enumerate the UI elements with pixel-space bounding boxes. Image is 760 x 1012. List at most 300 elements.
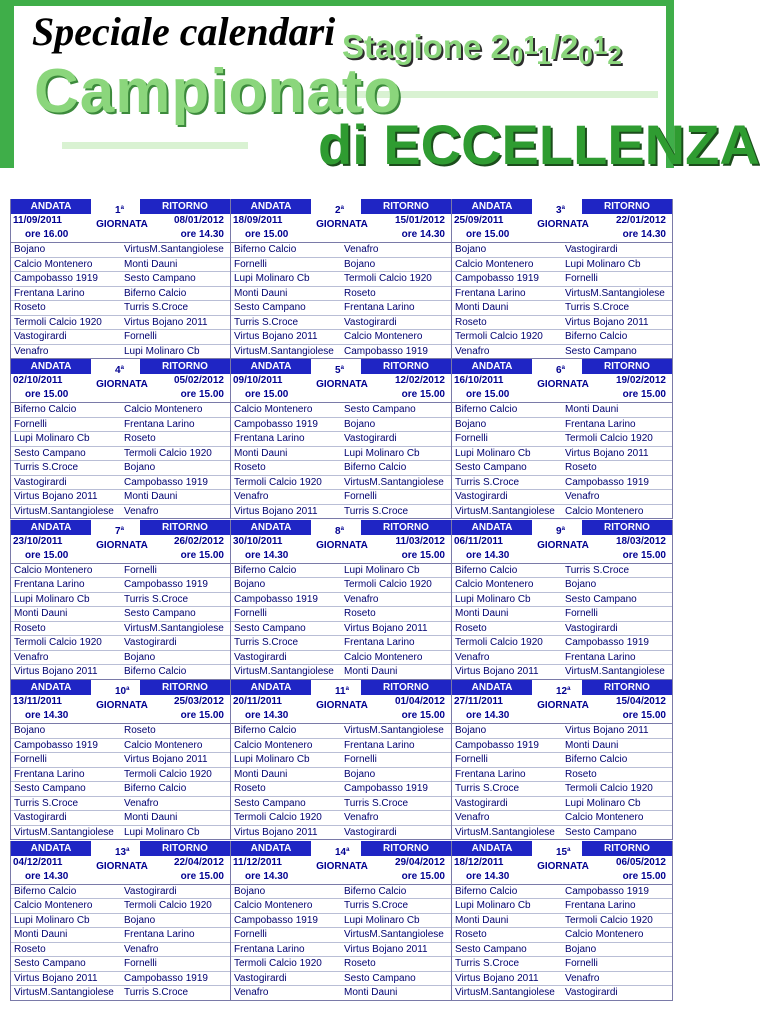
away-team: Campobasso 1919	[344, 783, 428, 795]
away-team: Bojano	[565, 943, 597, 955]
season-digit: 1	[536, 40, 551, 70]
match-row	[231, 914, 451, 929]
home-team: Lupi Molinaro Cb	[14, 433, 90, 445]
away-team: Campobasso 1919	[124, 972, 208, 984]
home-team: Roseto	[14, 622, 46, 634]
andata-time: ore 14.30	[25, 710, 69, 722]
andata-date: 25/09/2011	[454, 215, 504, 226]
home-team: Sesto Campano	[234, 622, 306, 634]
match-row	[11, 607, 230, 622]
round-number-value: 3	[556, 205, 562, 216]
match-list	[11, 724, 230, 840]
home-team: VirtusM.Santangiolese	[14, 987, 114, 999]
ritorno-tag: RITORNO	[361, 680, 451, 695]
away-team: Sesto Campano	[124, 273, 196, 284]
match-row	[452, 272, 672, 287]
round-box	[10, 199, 231, 359]
away-team: Roseto	[565, 768, 597, 780]
home-team: Sesto Campano	[14, 447, 86, 459]
away-team: Lupi Molinaro Cb	[124, 826, 200, 838]
round-number	[335, 526, 344, 537]
match-row	[452, 651, 672, 666]
home-team: Campobasso 1919	[234, 914, 318, 926]
away-team: Venafro	[124, 505, 159, 517]
home-team: Bojano	[455, 244, 487, 255]
away-team: Fornelli	[565, 608, 598, 620]
match-row	[231, 665, 451, 680]
home-team: Frentana Larino	[234, 433, 305, 445]
away-team: Bojano	[344, 418, 376, 430]
home-team: Vastogirardi	[14, 812, 67, 824]
home-team: Turris S.Croce	[455, 783, 520, 795]
ritorno-time: ore 15.00	[180, 870, 224, 882]
home-team: Virtus Bojano 2011	[14, 972, 98, 984]
ritorno-tag: RITORNO	[582, 680, 672, 695]
home-team: Lupi Molinaro Cb	[455, 900, 531, 912]
away-team: Turris S.Croce	[344, 900, 409, 912]
away-team: Calcio Montenero	[565, 812, 644, 824]
ritorno-tag: RITORNO	[140, 199, 230, 214]
away-team: Campobasso 1919	[565, 476, 649, 488]
round-header	[231, 680, 451, 724]
andata-time: ore 14.30	[245, 549, 289, 561]
home-team: Monti Dauni	[234, 287, 288, 299]
header-green-bar-top	[6, 0, 672, 6]
round-box	[231, 359, 452, 519]
match-row	[231, 928, 451, 943]
round-box	[231, 520, 452, 680]
home-team: Calcio Montenero	[14, 564, 93, 576]
home-team: Monti Dauni	[14, 929, 68, 941]
round-box	[452, 199, 673, 359]
andata-date: 16/10/2011	[454, 375, 504, 387]
season-digit: 2	[560, 28, 579, 65]
home-team: Fornelli	[14, 754, 47, 766]
home-team: Roseto	[455, 929, 487, 941]
match-row	[452, 797, 672, 812]
round-box	[231, 841, 452, 1001]
away-team: Biferno Calcio	[344, 885, 407, 897]
round-number-value: 1	[115, 205, 121, 216]
away-team: Fornelli	[124, 331, 157, 342]
away-team: Biferno Calcio	[124, 783, 187, 795]
home-team: VirtusM.Santangiolese	[455, 826, 555, 838]
match-list	[452, 403, 672, 519]
match-row	[452, 403, 672, 418]
round-header	[231, 520, 451, 564]
away-team: VirtusM.Santangiolese	[124, 244, 224, 255]
away-team: Termoli Calcio 1920	[565, 783, 653, 795]
match-row	[231, 651, 451, 666]
ritorno-tag: RITORNO	[361, 841, 451, 856]
ritorno-date: 26/02/2012	[173, 535, 224, 547]
round-ordinal: a	[120, 365, 124, 372]
away-team: Bojano	[344, 768, 376, 780]
ritorno-date: 12/02/2012	[394, 375, 445, 387]
andata-date: 30/10/2011	[233, 535, 283, 547]
ritorno-date: 18/03/2012	[615, 535, 666, 547]
andata-tag: ANDATA	[231, 841, 311, 856]
match-row	[231, 724, 451, 739]
ritorno-date: 08/01/2012	[173, 215, 224, 226]
away-team: Bojano	[124, 462, 156, 474]
away-team: Sesto Campano	[565, 593, 637, 605]
ritorno-tag: RITORNO	[582, 520, 672, 535]
title-season	[342, 28, 622, 70]
round-number	[556, 205, 565, 216]
home-team: Venafro	[455, 812, 490, 824]
round-number	[556, 847, 570, 858]
home-team: Fornelli	[455, 433, 488, 445]
away-team: Biferno Calcio	[344, 462, 407, 474]
ritorno-time: ore 15.00	[622, 389, 666, 401]
giornata-label: GIORNATA	[537, 219, 589, 230]
home-team: Bojano	[455, 418, 487, 430]
andata-date: 13/11/2011	[13, 696, 62, 708]
away-team: Termoli Calcio 1920	[344, 579, 432, 591]
home-team: Fornelli	[234, 258, 267, 270]
away-team: Fornelli	[565, 273, 598, 284]
match-row	[452, 243, 672, 258]
home-team: Monti Dauni	[455, 608, 509, 620]
away-team: Venafro	[124, 943, 159, 955]
away-team: Termoli Calcio 1920	[565, 433, 653, 445]
away-team: Monti Dauni	[124, 491, 178, 503]
andata-time: ore 14.30	[245, 870, 289, 882]
away-team: Turris S.Croce	[124, 302, 189, 313]
home-team: Biferno Calcio	[455, 404, 518, 416]
away-team: Bojano	[124, 914, 156, 926]
away-team: Roseto	[344, 287, 376, 299]
away-team: Virtus Bojano 2011	[344, 622, 428, 634]
home-team: Calcio Montenero	[234, 900, 313, 912]
match-row	[231, 301, 451, 316]
match-row	[11, 768, 230, 783]
round-ordinal: a	[345, 686, 349, 693]
match-list	[231, 243, 451, 359]
away-team: Calcio Montenero	[124, 404, 203, 416]
match-row	[231, 636, 451, 651]
season-digit: 2	[490, 28, 509, 65]
ritorno-date: 15/01/2012	[394, 215, 445, 226]
away-team: Fornelli	[565, 958, 598, 970]
andata-time: ore 14.30	[466, 710, 510, 722]
round-number-value: 12	[556, 686, 568, 698]
round-header	[452, 199, 672, 243]
home-team: Termoli Calcio 1920	[14, 316, 102, 328]
ritorno-tag: RITORNO	[140, 520, 230, 535]
andata-date: 27/11/2011	[454, 696, 503, 708]
ritorno-tag: RITORNO	[361, 520, 451, 535]
home-team: Monti Dauni	[455, 302, 509, 313]
home-team: Sesto Campano	[455, 462, 527, 474]
round-box	[10, 680, 231, 840]
match-list	[231, 564, 451, 680]
away-team: Vastogirardi	[344, 433, 397, 445]
away-team: Sesto Campano	[344, 972, 416, 984]
match-row	[11, 272, 230, 287]
match-row	[11, 782, 230, 797]
match-row	[11, 345, 230, 360]
home-team: Roseto	[14, 302, 46, 313]
giornata-label: GIORNATA	[316, 539, 368, 551]
round-header	[231, 359, 451, 403]
round-ordinal: a	[340, 205, 344, 211]
andata-date: 18/09/2011	[233, 215, 283, 226]
match-row	[452, 811, 672, 826]
title-di-eccellenza: di ECCELLENZA	[318, 113, 760, 176]
match-row	[231, 447, 451, 462]
home-team: Lupi Molinaro Cb	[14, 593, 90, 605]
andata-time: ore 14.30	[466, 549, 510, 561]
away-team: Venafro	[344, 812, 379, 824]
home-team: Vastogirardi	[14, 476, 67, 488]
away-team: VirtusM.Santangiolese	[565, 666, 665, 678]
andata-tag: ANDATA	[11, 359, 91, 374]
away-team: Biferno Calcio	[565, 331, 628, 342]
title-campionato: Campionato	[34, 57, 403, 126]
match-row	[231, 768, 451, 783]
home-team: Virtus Bojano 2011	[455, 666, 539, 678]
home-team: Turris S.Croce	[455, 476, 520, 488]
home-team: Biferno Calcio	[455, 885, 518, 897]
ritorno-tag: RITORNO	[361, 359, 451, 374]
match-row	[11, 885, 230, 900]
andata-date: 09/10/2011	[233, 375, 283, 387]
match-row	[231, 505, 451, 520]
andata-time: ore 14.30	[466, 870, 510, 882]
away-team: Campobasso 1919	[565, 885, 649, 897]
ritorno-date: 05/02/2012	[173, 375, 224, 387]
away-team: Vastogirardi	[344, 826, 397, 838]
round-number	[556, 526, 565, 537]
away-team: Vastogirardi	[124, 885, 177, 897]
match-row	[231, 753, 451, 768]
match-row	[11, 665, 230, 680]
match-row	[452, 899, 672, 914]
round-ordinal: a	[340, 365, 344, 372]
round-box	[10, 359, 231, 519]
away-team: Campobasso 1919	[124, 476, 208, 488]
ritorno-time: ore 14.30	[180, 229, 224, 240]
match-row	[231, 607, 451, 622]
round-header	[11, 680, 230, 724]
home-team: Turris S.Croce	[234, 637, 299, 649]
away-team: Sesto Campano	[124, 608, 196, 620]
andata-tag: ANDATA	[11, 680, 91, 695]
ritorno-time: ore 15.00	[622, 710, 666, 722]
home-team: Venafro	[234, 491, 269, 503]
home-team: Termoli Calcio 1920	[234, 958, 322, 970]
match-row	[452, 782, 672, 797]
ritorno-date: 01/04/2012	[394, 696, 445, 708]
match-row	[11, 636, 230, 651]
andata-time: ore 15.00	[25, 389, 69, 401]
match-row	[452, 564, 672, 579]
andata-time: ore 15.00	[245, 389, 289, 401]
home-team: Vastogirardi	[14, 331, 67, 342]
match-row	[231, 461, 451, 476]
ritorno-date: 15/04/2012	[615, 696, 666, 708]
away-team: Biferno Calcio	[124, 287, 187, 299]
match-list	[231, 885, 451, 1001]
home-team: Turris S.Croce	[234, 316, 299, 328]
season-digit: 1	[523, 30, 537, 60]
match-row	[231, 811, 451, 826]
away-team: Turris S.Croce	[124, 593, 189, 605]
match-row	[231, 797, 451, 812]
away-team: Calcio Montenero	[124, 739, 203, 751]
home-team: Bojano	[234, 885, 266, 897]
away-team: Turris S.Croce	[565, 564, 630, 576]
away-team: Bojano	[565, 579, 597, 591]
match-row	[452, 914, 672, 929]
away-team: Fornelli	[344, 754, 377, 766]
match-list	[452, 885, 672, 1001]
ritorno-date: 22/04/2012	[173, 856, 224, 868]
match-row	[452, 593, 672, 608]
ritorno-tag: RITORNO	[140, 841, 230, 856]
match-list	[452, 724, 672, 840]
round-number	[115, 365, 124, 376]
match-row	[11, 826, 230, 841]
round-ordinal: a	[120, 205, 124, 211]
andata-date: 11/09/2011	[13, 215, 62, 226]
giornata-label: GIORNATA	[537, 539, 589, 551]
match-row	[11, 622, 230, 637]
round-ordinal: a	[126, 846, 130, 853]
match-row	[231, 330, 451, 345]
home-team: Virtus Bojano 2011	[14, 666, 98, 678]
giornata-label: GIORNATA	[537, 700, 589, 712]
match-row	[11, 418, 230, 433]
andata-time: ore 15.00	[466, 229, 510, 240]
andata-date: 11/12/2011	[233, 856, 282, 868]
home-team: VirtusM.Santangiolese	[234, 666, 334, 678]
match-row	[11, 258, 230, 273]
ritorno-tag: RITORNO	[140, 680, 230, 695]
match-row	[11, 943, 230, 958]
match-list	[452, 564, 672, 680]
match-row	[452, 636, 672, 651]
andata-time: ore 16.00	[25, 229, 69, 240]
away-team: Monti Dauni	[565, 404, 619, 416]
match-row	[231, 287, 451, 302]
away-team: Biferno Calcio	[124, 666, 187, 678]
away-team: Roseto	[124, 433, 156, 445]
andata-tag: ANDATA	[452, 841, 532, 856]
match-row	[231, 272, 451, 287]
round-header	[11, 520, 230, 564]
away-team: Vastogirardi	[344, 316, 397, 328]
home-team: Termoli Calcio 1920	[234, 476, 322, 488]
match-row	[452, 418, 672, 433]
home-team: Biferno Calcio	[234, 725, 297, 737]
away-team: Calcio Montenero	[344, 331, 423, 342]
match-row	[11, 461, 230, 476]
away-team: Termoli Calcio 1920	[124, 900, 212, 912]
round-ordinal: a	[561, 365, 565, 372]
away-team: VirtusM.Santangiolese	[344, 476, 444, 488]
home-team: Monti Dauni	[455, 914, 509, 926]
home-team: Calcio Montenero	[14, 900, 93, 912]
home-team: Calcio Montenero	[234, 739, 313, 751]
giornata-label: GIORNATA	[537, 860, 589, 872]
round-header	[11, 359, 230, 403]
andata-date: 04/12/2011	[13, 856, 63, 868]
round-ordinal: a	[561, 525, 565, 532]
schedule-grid	[10, 199, 673, 1001]
away-team: Frentana Larino	[124, 929, 195, 941]
andata-tag: ANDATA	[11, 841, 91, 856]
round-header	[231, 199, 451, 243]
away-team: Turris S.Croce	[344, 505, 409, 517]
away-team: Lupi Molinaro Cb	[344, 914, 420, 926]
home-team: Lupi Molinaro Cb	[455, 447, 531, 459]
match-row	[452, 885, 672, 900]
round-number-value: 5	[335, 365, 341, 377]
season-word: Stagione	[342, 28, 482, 65]
andata-time: ore 15.00	[466, 389, 510, 401]
round-header	[11, 199, 230, 243]
andata-tag: ANDATA	[452, 520, 532, 535]
match-row	[11, 957, 230, 972]
round-number	[115, 526, 124, 537]
round-header	[231, 841, 451, 885]
match-row	[231, 564, 451, 579]
match-row	[11, 476, 230, 491]
andata-time: ore 15.00	[25, 549, 69, 561]
away-team: Fornelli	[344, 491, 377, 503]
home-team: Biferno Calcio	[455, 564, 518, 576]
away-team: Bojano	[124, 651, 156, 663]
home-team: Campobasso 1919	[14, 273, 98, 284]
round-ordinal: a	[340, 525, 344, 532]
andata-time: ore 15.00	[245, 229, 289, 240]
round-box	[231, 680, 452, 840]
andata-tag: ANDATA	[231, 520, 311, 535]
home-team: Frentana Larino	[14, 287, 85, 299]
match-row	[452, 330, 672, 345]
match-row	[11, 301, 230, 316]
match-row	[452, 607, 672, 622]
match-row	[231, 578, 451, 593]
away-team: Vastogirardi	[565, 987, 618, 999]
home-team: Calcio Montenero	[14, 258, 93, 270]
away-team: Virtus Bojano 2011	[124, 316, 208, 328]
away-team: Lupi Molinaro Cb	[565, 797, 641, 809]
away-team: Frentana Larino	[565, 900, 636, 912]
round-number-value: 11	[335, 686, 346, 698]
match-row	[11, 739, 230, 754]
match-row	[452, 972, 672, 987]
home-team: Vastogirardi	[234, 972, 287, 984]
home-team: Frentana Larino	[234, 943, 305, 955]
season-digit: 2	[607, 40, 622, 70]
match-row	[452, 928, 672, 943]
round-number-value: 10	[115, 686, 127, 698]
match-list	[231, 724, 451, 840]
match-row	[231, 345, 451, 360]
match-row	[11, 578, 230, 593]
away-team: VirtusM.Santangiolese	[344, 725, 444, 737]
match-row	[231, 957, 451, 972]
match-row	[231, 490, 451, 505]
match-row	[11, 447, 230, 462]
home-team: Bojano	[14, 244, 46, 255]
round-ordinal: a	[120, 525, 124, 532]
away-team: Monti Dauni	[124, 258, 178, 270]
